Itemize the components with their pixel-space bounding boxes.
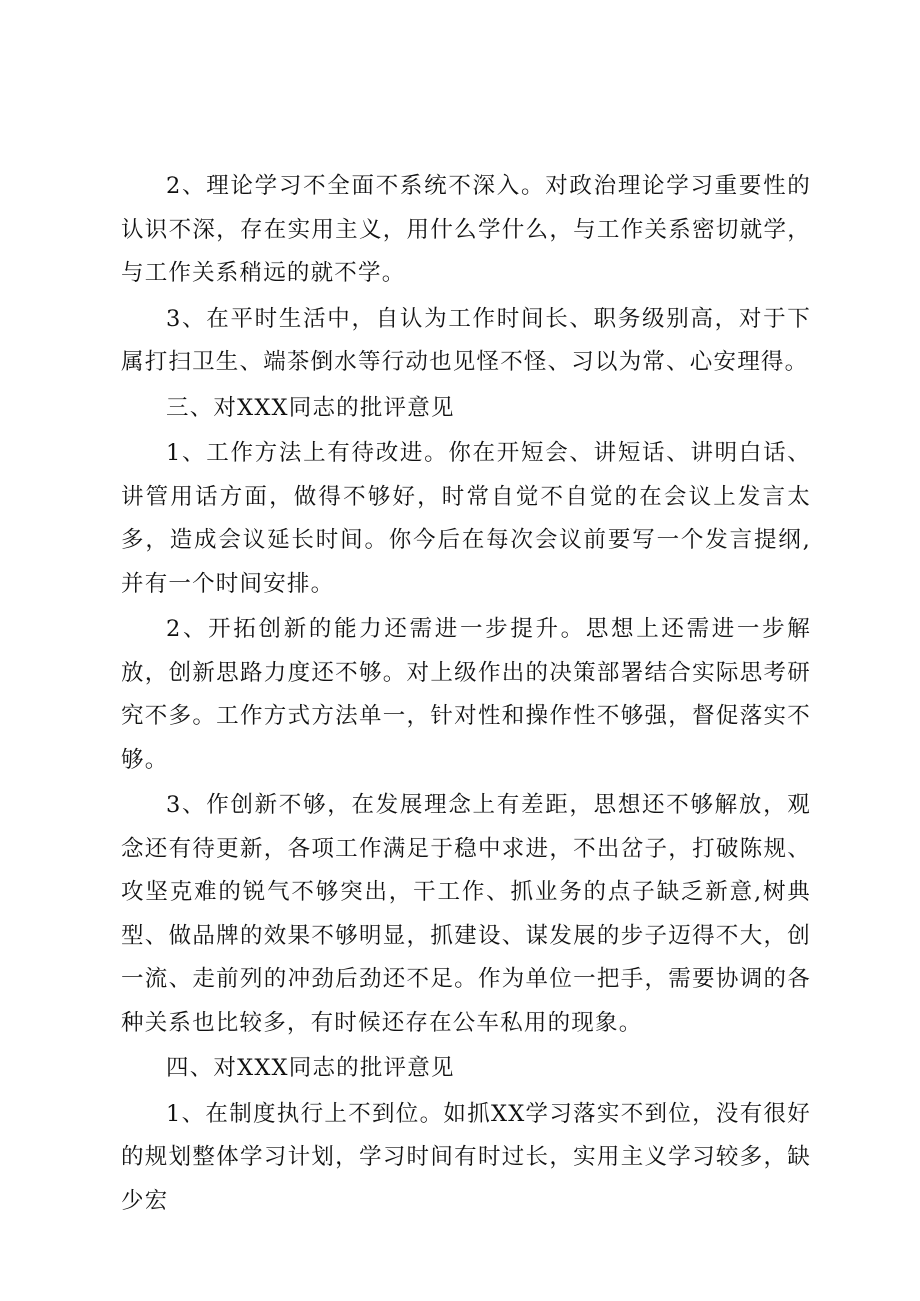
document-body (121, 165, 811, 1223)
paragraph-development: 3、作创新不够，在发展理念上有差距，思想还不够解放，观念还有待更新，各项工作满足于稳中求进，不出岔子，打破陈规、攻坚克难的锐气不够突出，干工作、抓业务的点子缺乏新意,树典型、做品牌的效果不够明显，抓建设、谋发展的步子迈得不大，创一流、走前列的冲劲后劲还不足。作为单位一把手，需要协调的各种关系也比较多，有时候还存在公车私用的现象。 (121, 792, 811, 1036)
paragraph-daily-life: 3、在平时生活中，自认为工作时间长、职务级别高，对于下属打扫卫生、端茶倒水等行动也见怪不怪、习以为常、心安理得。 (121, 305, 811, 375)
paragraph-innovation: 2、开拓创新的能力还需进一步提升。思想上还需进一步解放，创新思路力度还不够。对上级作出的决策部署结合实际思考研究不多。工作方式方法单一，针对性和操作性不够强，督促落实不够。 (121, 616, 811, 773)
paragraph-work-method: 1、工作方法上有待改进。你在开短会、讲短话、讲明白话、讲管用话方面，做得不够好，时常自觉不自觉的在会议上发言太多，造成会议延长时间。你今后在每次会议前要写一个发言提纲,并有一个时间安排。 (121, 440, 811, 597)
section-heading-four: 四、对XXX同志的批评意见 (166, 1055, 455, 1081)
section-heading-three: 三、对XXX同志的批评意见 (166, 394, 455, 421)
paragraph-theory-study: 2、理论学习不全面不系统不深入。对政治理论学习重要性的认识不深，存在实用主义，用什么学什么，与工作关系密切就学，与工作关系稍远的就不学。 (121, 173, 811, 286)
paragraph-system-execution: 1、在制度执行上不到位。如抓XX学习落实不到位，没有很好的规划整体学习计划，学习时间有时过长，实用主义学习较多，缺少宏 (121, 1100, 811, 1214)
